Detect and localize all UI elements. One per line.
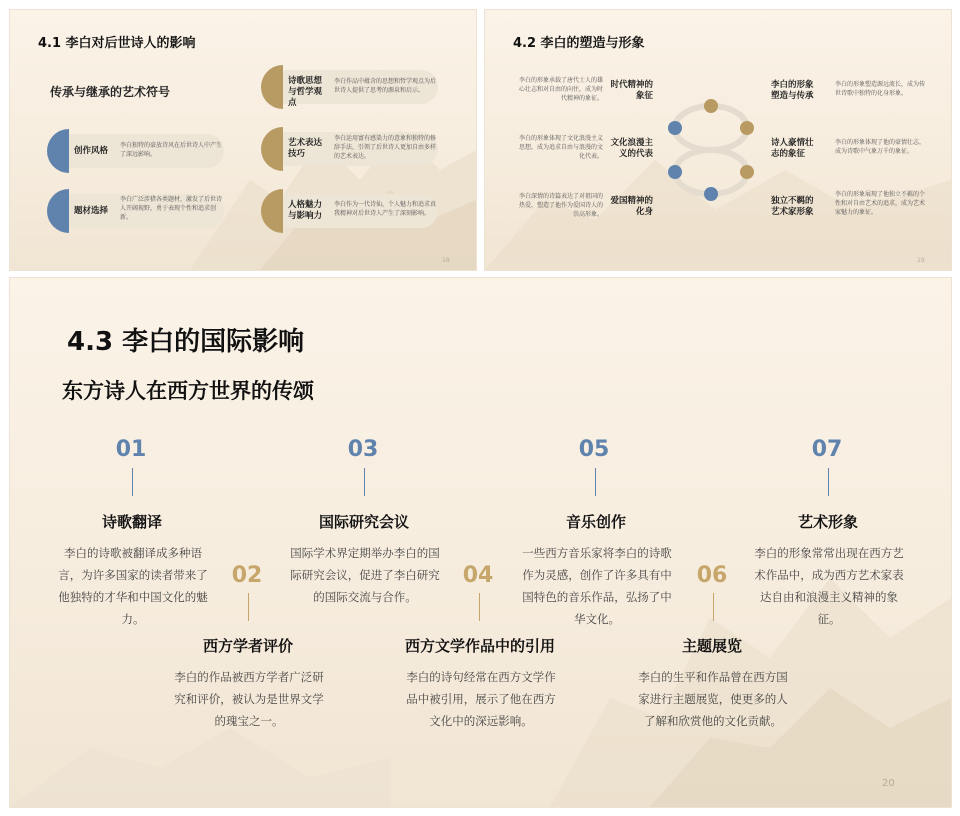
slide-4-1[interactable] bbox=[9, 9, 477, 271]
diagram-node bbox=[704, 99, 718, 113]
card-title: 人格魅力与影响力 bbox=[288, 200, 323, 221]
connector-line bbox=[248, 593, 249, 621]
slide-title: 4.1 李白对后世诗人的影响 bbox=[38, 36, 196, 51]
slide-subtitle: 东方诗人在西方世界的传颂 bbox=[62, 379, 314, 403]
item-title: 音乐创作 bbox=[565, 513, 626, 531]
left-text-3: 李白深情的诗篇表达了对祖国的热爱，塑造了他作为爱国诗人的崇高形象。 bbox=[518, 193, 603, 218]
item-title: 西方文学作品中的引用 bbox=[404, 637, 555, 655]
slide-subtitle: 传承与继承的艺术符号 bbox=[50, 85, 171, 99]
item-number: 06 bbox=[696, 563, 728, 588]
card-title: 创作风格 bbox=[74, 146, 109, 156]
item-title: 艺术形象 bbox=[797, 513, 858, 531]
item-title: 西方学者评价 bbox=[202, 637, 293, 655]
card-text: 李白作为一代诗仙，个人魅力和追求真我精神对后世诗人产生了深刻影响。 bbox=[334, 201, 437, 217]
item-number: 05 bbox=[578, 437, 610, 462]
item-text: 国际学术界定期举办李白的国际研究会议，促进了李白研究的国际交流与合作。 bbox=[290, 546, 440, 604]
item-number: 01 bbox=[115, 437, 147, 462]
right-label-1: 李白的形象塑造与传承 bbox=[771, 80, 814, 101]
item-title: 国际研究会议 bbox=[318, 513, 409, 531]
item-text: 李白的作品被西方学者广泛研究和评价，被认为是世界文学的瑰宝之一。 bbox=[174, 670, 324, 728]
connector-line bbox=[364, 468, 365, 496]
slide-title: 4.3 李白的国际影响 bbox=[67, 327, 305, 357]
right-label-2: 诗人豪情壮志的象征 bbox=[771, 138, 814, 159]
item-title: 诗歌翻译 bbox=[101, 513, 162, 531]
left-label-3: 爱国精神的化身 bbox=[610, 196, 653, 217]
connector-line bbox=[132, 468, 133, 496]
connector-line bbox=[713, 593, 714, 621]
right-text-2: 李白的形象体现了他的豪情壮志，成为诗歌中气象万千的象征。 bbox=[835, 139, 926, 155]
right-text-1: 李白的形象塑造源远流长，成为传世诗歌中独特的化身形象。 bbox=[835, 81, 926, 97]
page-number: 18 bbox=[442, 257, 450, 264]
item-text: 李白的诗歌被翻译成多种语言，为许多国家的读者带来了他独特的才华和中国文化的魅力。 bbox=[58, 546, 208, 626]
item-text: 李白的形象常常出现在西方艺术作品中，成为西方艺术家表达自由和浪漫主义精神的象征。 bbox=[754, 546, 904, 626]
card-text: 李白广泛涉猎各类题材，激发了后世诗人开阔视野，勇于表现个性和追求创新。 bbox=[120, 196, 223, 221]
card-text: 李白独特的豪放诗风在后世诗人中产生了深远影响。 bbox=[120, 142, 223, 158]
diagram-node bbox=[740, 165, 754, 179]
item-text: 一些西方音乐家将李白的诗歌作为灵感，创作了许多具有中国特色的音乐作品，弘扬了中华文化。 bbox=[522, 546, 672, 626]
connector-line bbox=[828, 468, 829, 496]
item-number: 07 bbox=[811, 437, 843, 462]
item-title: 主题展览 bbox=[681, 637, 742, 655]
left-label-1: 时代精神的象征 bbox=[610, 80, 653, 101]
item-text: 李白的生平和作品曾在西方国家进行主题展览，使更多的人了解和欣赏他的文化贡献。 bbox=[638, 670, 788, 728]
page-number: 19 bbox=[917, 257, 925, 264]
item-number: 04 bbox=[462, 563, 494, 588]
card-title: 题材选择 bbox=[74, 206, 109, 216]
loop-diagram bbox=[661, 94, 761, 206]
slide-title: 4.2 李白的塑造与形象 bbox=[513, 36, 645, 51]
connector-line bbox=[479, 593, 480, 621]
diagram-node bbox=[668, 165, 682, 179]
item-number: 03 bbox=[347, 437, 379, 462]
item-text: 李白的诗句经常在西方文学作品中被引用，展示了他在西方文化中的深远影响。 bbox=[406, 670, 556, 728]
card-text: 李白作品中蕴含的思想和哲学观点为后世诗人提供了思考的源泉和启示。 bbox=[334, 78, 437, 94]
card-title: 诗歌思想与哲学观点 bbox=[288, 76, 323, 108]
slide-4-3[interactable] bbox=[9, 277, 952, 808]
page-number: 20 bbox=[882, 778, 895, 789]
card-title: 艺术表达技巧 bbox=[288, 138, 323, 159]
connector-line bbox=[595, 468, 596, 496]
left-text-2: 李白的形象体现了文化浪漫主义思想，成为追求自由与浪漫的文化代表。 bbox=[518, 135, 603, 160]
right-text-3: 李白的形象展现了他独立不羁的个性和对自由艺术的追求，成为艺术家魅力的象征。 bbox=[835, 191, 926, 216]
diagram-node bbox=[740, 121, 754, 135]
left-label-2: 文化浪漫主义的代表 bbox=[610, 138, 653, 159]
diagram-node bbox=[668, 121, 682, 135]
right-label-3: 独立不羁的艺术家形象 bbox=[771, 196, 814, 217]
item-number: 02 bbox=[231, 563, 263, 588]
slide-4-2[interactable] bbox=[484, 9, 952, 271]
card-text: 李白运用富有感染力的意象和独特的修辞手法，引领了后世诗人更加自由多样的艺术表达。 bbox=[334, 135, 437, 160]
left-text-1: 李白的形象承载了唐代士人的雄心壮志和对自由的向往，成为时代精神的象征。 bbox=[518, 77, 603, 102]
diagram-node bbox=[704, 187, 718, 201]
